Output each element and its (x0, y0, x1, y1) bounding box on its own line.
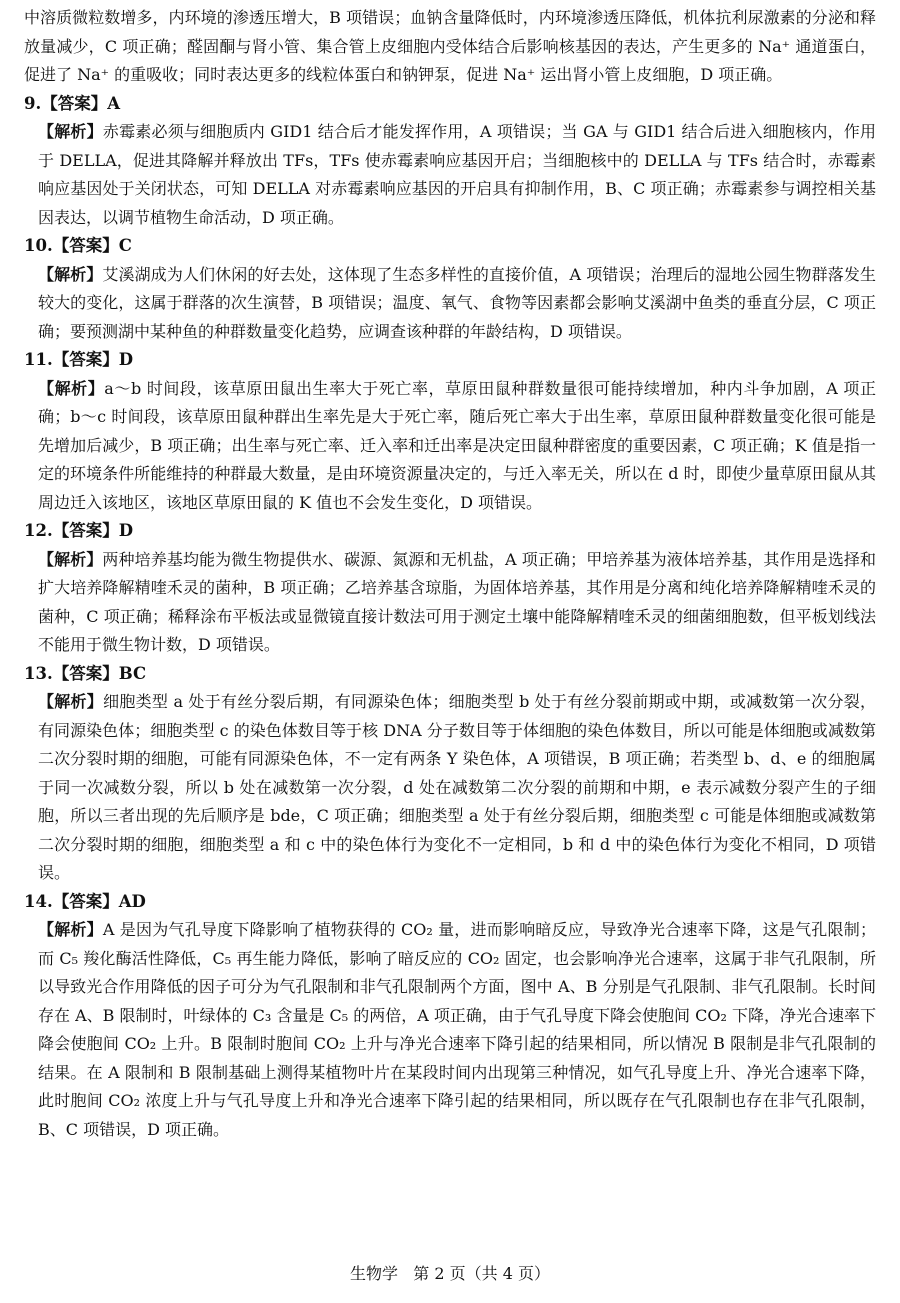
question-11 (24, 346, 876, 517)
answer-tag: 【答案】 (52, 350, 119, 369)
footer-subject: 生物学 (350, 1264, 399, 1283)
answer-line (24, 346, 876, 375)
question-14 (24, 888, 876, 1145)
analysis-tag: 【解析】 (38, 692, 104, 711)
answer-tag: 【答案】 (41, 93, 108, 113)
analysis-text: 两种培养基均能为微生物提供水、碳源、氮源和无机盐，A 项正确；甲培养基为液体培养基，其作用是选择和扩大培养降解精喹禾灵的菌种，B 项正确；乙培养基含琼脂，为固体培养基，其作用是分离和纯化培养降解精喹禾灵的菌种，C 项正确；稀释涂布平板法或显微镜直接计数法可用于测定土壤中能降解精喹禾灵的细菌细胞数，但平板划线法不能用于微生物计数，D 项错误。 (38, 549, 876, 654)
question-number: 13. (24, 663, 53, 683)
analysis-tag: 【解析】 (38, 920, 103, 939)
answer-tag: 【答案】 (52, 663, 119, 683)
analysis-paragraph (24, 916, 876, 1144)
analysis-paragraph (24, 546, 876, 660)
question-number: 12. (24, 521, 53, 540)
question-13 (24, 660, 876, 888)
analysis-tag: 【解析】 (38, 378, 105, 398)
question-number: 9. (24, 93, 42, 113)
analysis-tag: 【解析】 (38, 264, 103, 284)
question-number: 14. (24, 891, 53, 911)
answer-tag: 【答案】 (52, 236, 119, 255)
answer-line (24, 90, 876, 119)
analysis-paragraph (24, 118, 876, 232)
analysis-tag: 【解析】 (38, 549, 103, 569)
answer-value: D (118, 521, 134, 540)
answer-value: C (118, 236, 132, 255)
answer-line (24, 517, 876, 546)
answer-value: AD (118, 891, 146, 911)
analysis-text: 艾溪湖成为人们休闲的好去处，这体现了生态多样性的直接价值，A 项错误；治理后的湿地公园生物群落发生较大的变化，这属于群落的次生演替，B 项错误；温度、氧气、食物等因素都会影响艾溪湖中鱼类的垂直分层，C 项正确；要预测湖中某种鱼的种群数量变化趋势，应调查该种群的年龄结构，D 项错误。 (38, 264, 876, 341)
analysis-text: 赤霉素必须与细胞质内 GID1 结合后才能发挥作用，A 项错误；当 GA 与 GID1 结合后进入细胞核内，作用于 DELLA，促进其降解并释放出 TFs，TFs 使赤霉素响应基因开启；当细胞核中的 DELLA 与 TFs 结合时，赤霉素响应基因处于关闭状态，可知 DELLA 对赤霉素响应基因的开启具有抑制作用，B、C 项正确；赤霉素参与调控相关基因表达，以调节植物生命活动，D 项正确。 (38, 122, 876, 227)
question-number: 10. (24, 236, 53, 255)
answer-tag: 【答案】 (52, 891, 119, 911)
analysis-tag: 【解析】 (38, 122, 103, 141)
analysis-paragraph (24, 688, 876, 888)
question-12 (24, 517, 876, 660)
carryover-paragraph: 中溶质微粒数增多，内环境的渗透压增大，B 项错误；血钠含量降低时，内环境渗透压降低，机体抗利尿激素的分泌和释放量减少，C 项正确；醛固酮与肾小管、集合管上皮细胞内受体结合后影响核基因的表达，产生更多的 Na⁺ 通道蛋白，促进了 Na⁺ 的重吸收；同时表达更多的线粒体蛋白和钠钾泵，促进 Na⁺ 运出肾小管上皮细胞，D 项正确。 (24, 8, 876, 84)
question-number: 11. (24, 350, 53, 369)
page-footer (0, 1262, 900, 1286)
answer-line (24, 888, 876, 917)
question-10 (24, 232, 876, 346)
answer-value: A (107, 93, 121, 113)
analysis-paragraph (24, 261, 876, 347)
answer-value: BC (118, 663, 147, 683)
analysis-paragraph (24, 375, 876, 518)
analysis-text: a～b 时间段，该草原田鼠出生率大于死亡率，草原田鼠种群数量很可能持续增加，种内斗争加剧，A 项正确；b～c 时间段，该草原田鼠种群出生率先是大于死亡率，随后死亡率大于出生率，草原田鼠种群数量变化很可能是先增加后减少，B 项正确；出生率与死亡率、迁入率和迁出率是决定田鼠种群密度的重要因素，C 项正确；K 值是指一定的环境条件所能维持的种群最大数量，是由环境资源量决定的，与迁入率无关，所以在 d 时，即使少量草原田鼠从其周边迁入该地区，该地区草原田鼠的 K 值也不会发生变化，D 项错误。 (38, 378, 876, 512)
answer-value: D (118, 350, 134, 369)
question-9 (24, 90, 876, 233)
answer-line (24, 232, 876, 261)
answer-tag: 【答案】 (52, 521, 119, 540)
answer-line (24, 660, 876, 689)
footer-page-number: 第 2 页（共 4 页） (413, 1264, 550, 1283)
analysis-text: 细胞类型 a 处于有丝分裂后期，有同源染色体；细胞类型 b 处于有丝分裂前期或中期，或减数第一次分裂，有同源染色体；细胞类型 c 的染色体数目等于核 DNA 分子数目等于体细胞的染色体数目，所以可能是体细胞或减数第二次分裂时期的细胞，可能有同源染色体，不一定有两条 Y 染色体，A 项错误，B 项正确；若类型 b、d、e 的细胞属于同一次减数分裂，所以 b 处在减数第一次分裂，d 处在减数第二次分裂的前期和中期，e 表示减数分裂产生的子细胞，所以三者出现的先后顺序是 bde，C 项正确；细胞类型 a 处于有丝分裂后期，细胞类型 c 可能是体细胞或减数第二次分裂时期的细胞，细胞类型 a 和 c 中的染色体行为变化不一定相同，b 和 d 中的染色体行为变化不相同，D 项错误。 (38, 692, 876, 882)
analysis-text: A 是因为气孔导度下降影响了植物获得的 CO₂ 量，进而影响暗反应，导致净光合速率下降，这是气孔限制；而 C₅ 羧化酶活性降低，C₅ 再生能力降低，影响了暗反应的 CO₂ 固定，也会影响净光合速率，这属于非气孔限制，所以导致光合作用降低的因子可分为气孔限制和非气孔限制两个方面，图中 A、B 分别是气孔限制、非气孔限制。长时间存在 A、B 限制时，叶绿体的 C₃ 含量是 C₅ 的两倍，A 项正确，由于气孔导度下降会使胞间 CO₂ 下降，净光合速率下降会使胞间 CO₂ 上升。B 限制时胞间 CO₂ 上升与净光合速率下降引起的结果相同，所以情况 B 限制是非气孔限制的结果。在 A 限制和 B 限制基础上测得某植物叶片在某段时间内出现第三种情况，如气孔导度上升、净光合速率下降，此时胞间 CO₂ 浓度上升与气孔导度上升和净光合速率下降引起的结果相同，所以既存在气孔限制也存在非气孔限制，B、C 项错误，D 项正确。 (38, 920, 876, 1139)
